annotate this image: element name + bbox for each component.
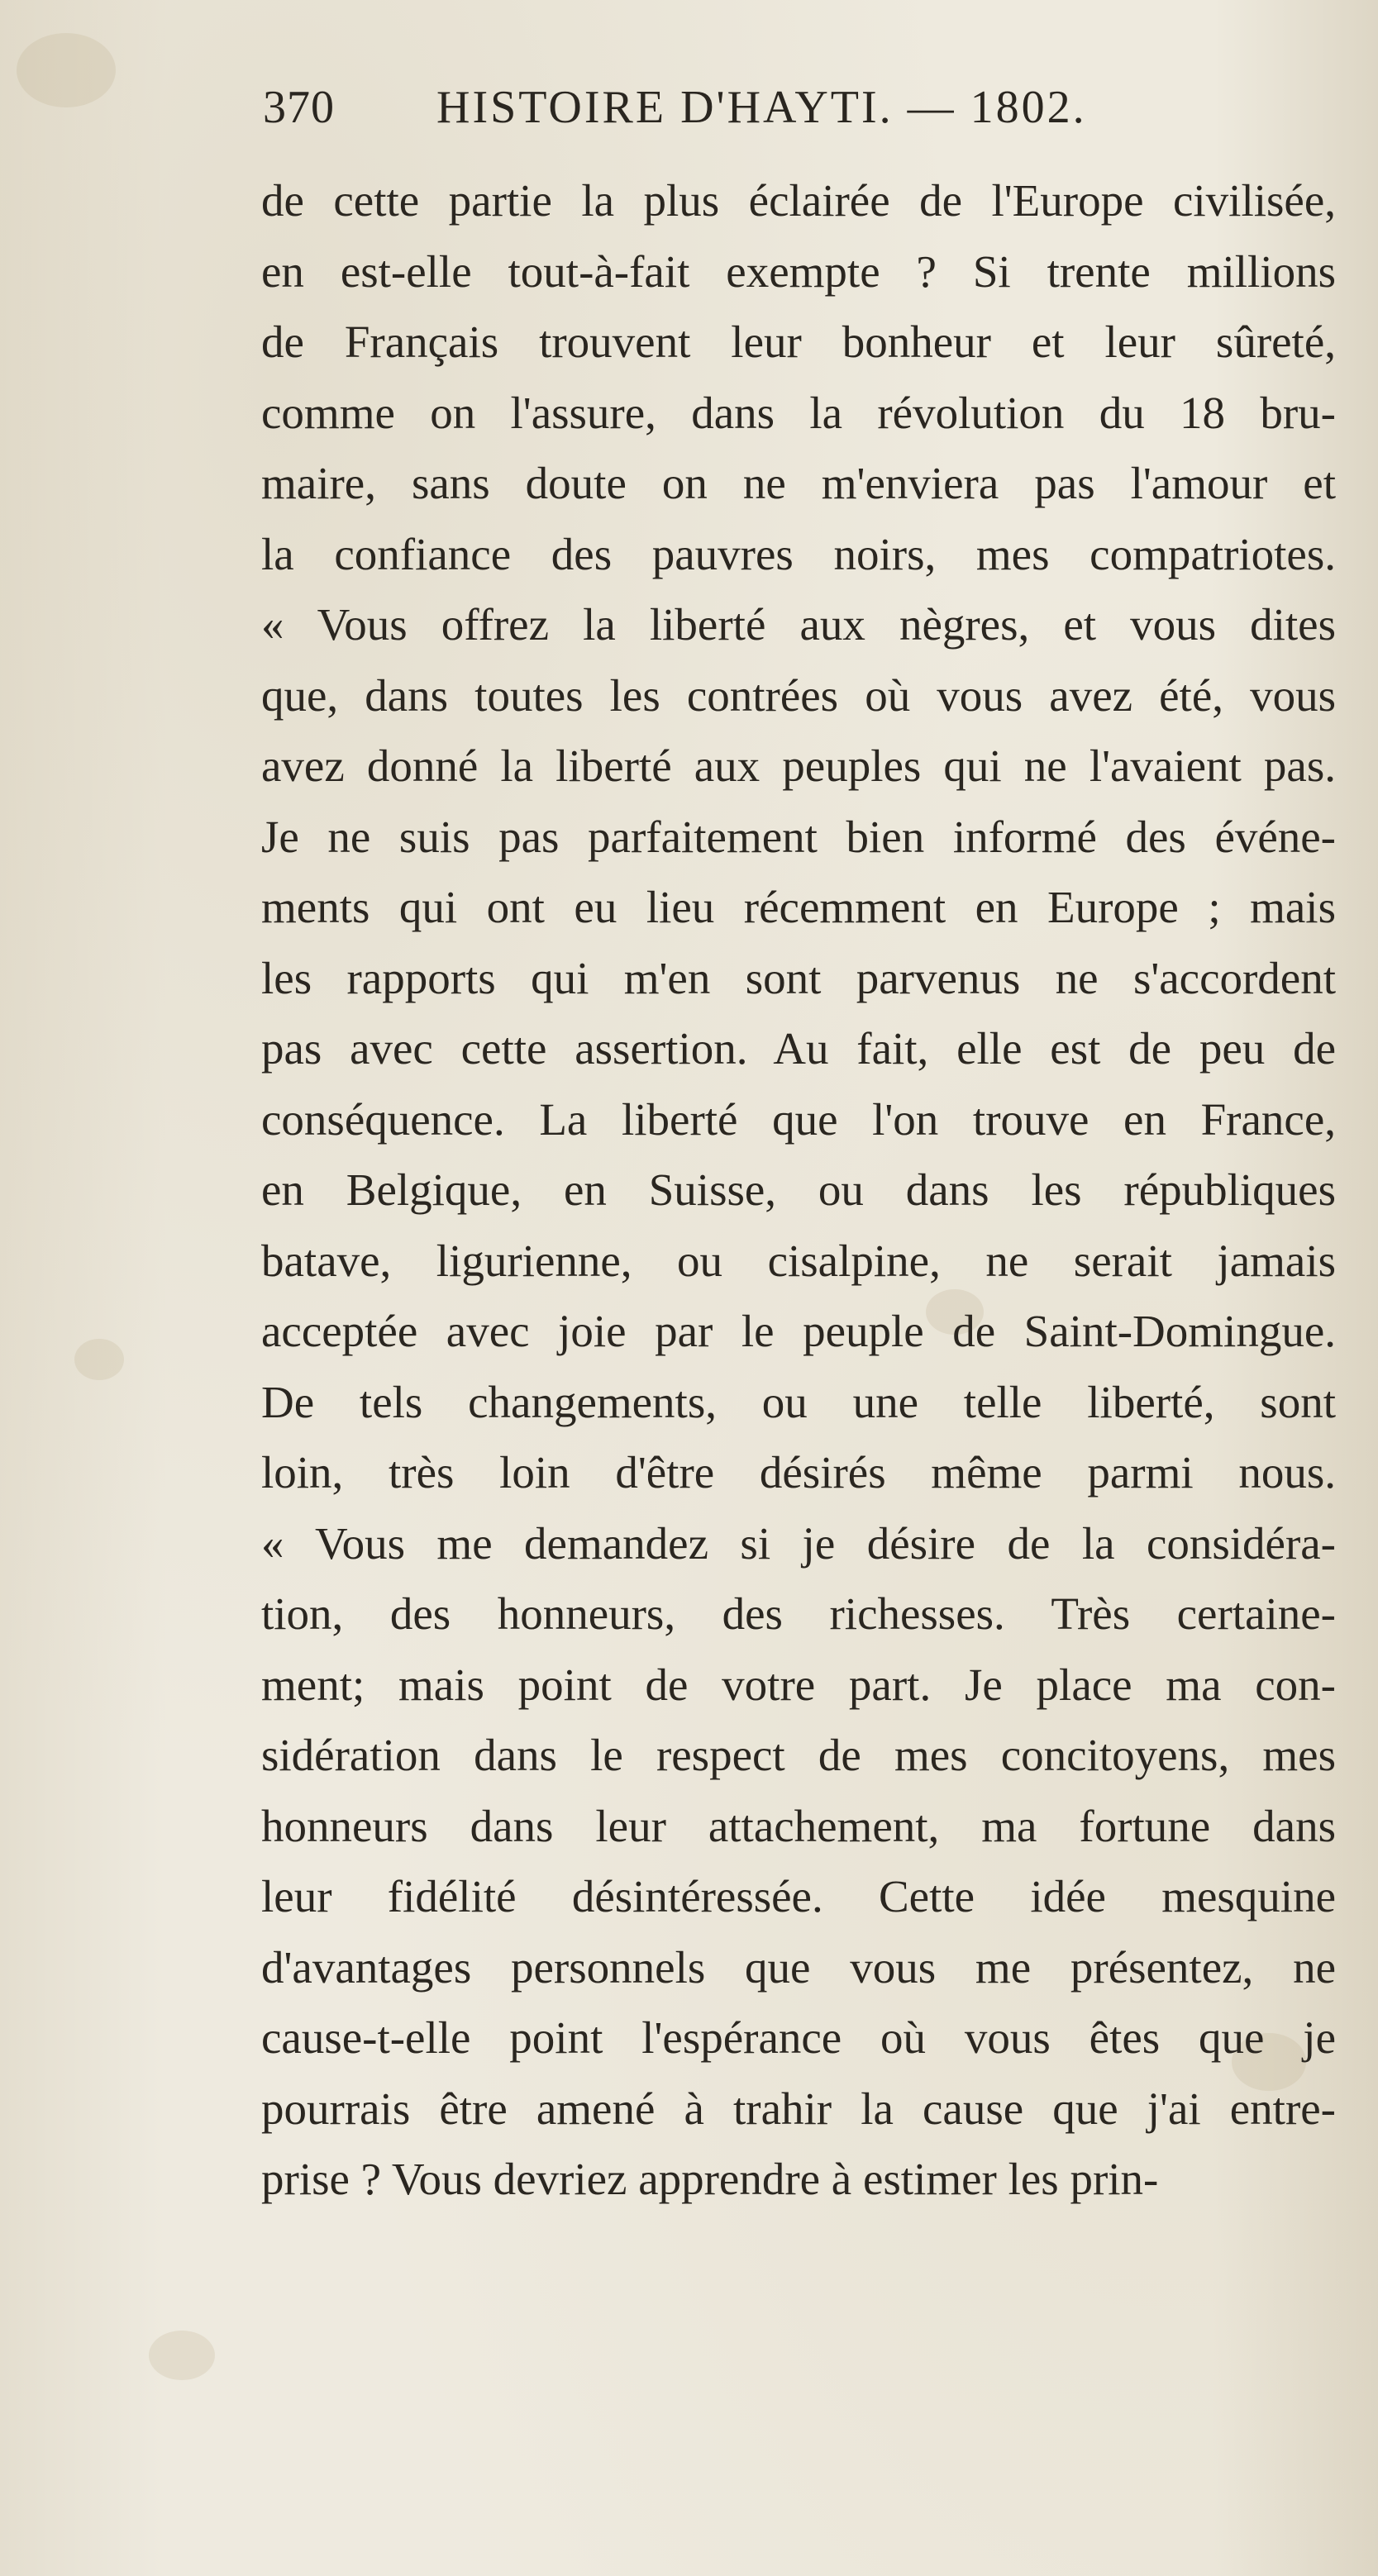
text-line: De tels changements, ou une telle liberté, sont — [261, 1376, 1336, 1427]
text-line: maire, sans doute on ne m'enviera pas l'amour et — [261, 458, 1336, 508]
running-head-title: HISTOIRE D'HAYTI. — 1802. — [436, 82, 1087, 133]
paper-stain — [149, 2331, 215, 2380]
text-line: en Belgique, en Suisse, ou dans les républiques — [261, 1164, 1336, 1215]
text-line: cause-t-elle point l'espérance où vous êtes que je — [261, 2012, 1336, 2063]
text-line: Je ne suis pas parfaitement bien informé des événe- — [261, 811, 1336, 862]
text-line: en est-elle tout-à-fait exempte ? Si trente millions — [261, 245, 1336, 297]
paper-stain — [17, 33, 116, 107]
text-line: de cette partie la plus éclairée de l'Europe civilisée, — [261, 175, 1336, 226]
running-head — [263, 81, 1180, 147]
text-line: d'avantages personnels que vous me présentez, ne — [261, 1941, 1336, 1993]
paper-stain — [74, 1339, 124, 1380]
text-line: les rapports qui m'en sont parvenus ne s'accordent — [261, 952, 1336, 1003]
text-line: prise ? Vous devriez apprendre à estimer les prin- — [261, 2154, 1159, 2204]
text-line: ment; mais point de votre part. Je place ma con- — [261, 1659, 1336, 1710]
text-line: acceptée avec joie par le peuple de Saint-Domingue. — [261, 1306, 1336, 1356]
text-line: batave, ligurienne, ou cisalpine, ne serait jamais — [261, 1235, 1336, 1286]
text-line: pourrais être amené à trahir la cause que j'ai entre- — [261, 2083, 1336, 2134]
body-text — [261, 165, 1336, 2215]
page-number: 370 — [263, 82, 335, 133]
text-line: loin, très loin d'être désirés même parmi nous. — [261, 1447, 1336, 1498]
text-line: leur fidélité désintéressée. Cette idée mesquine — [261, 1871, 1336, 1921]
text-line: ments qui ont eu lieu récemment en Europe ; mais — [261, 882, 1336, 932]
text-line: de Français trouvent leur bonheur et leur sûreté, — [261, 317, 1336, 367]
text-line: pas avec cette assertion. Au fait, elle est de peu de — [261, 1023, 1336, 1074]
text-line: tion, des honneurs, des richesses. Très certaine- — [261, 1588, 1336, 1639]
text-line: conséquence. La liberté que l'on trouve en France, — [261, 1093, 1336, 1145]
text-line: que, dans toutes les contrées où vous avez été, vous — [261, 669, 1336, 721]
text-line: avez donné la liberté aux peuples qui ne l'avaient pas. — [261, 740, 1336, 791]
text-line: « Vous offrez la liberté aux nègres, et vous dites — [261, 599, 1336, 650]
text-line: sidération dans le respect de mes concitoyens, mes — [261, 1730, 1336, 1780]
text-line: comme on l'assure, dans la révolution du 18 bru- — [261, 387, 1336, 438]
text-line: honneurs dans leur attachement, ma fortune dans — [261, 1800, 1336, 1851]
text-line: « Vous me demandez si je désire de la considéra- — [261, 1517, 1336, 1569]
text-line: la confiance des pauvres noirs, mes compatriotes. — [261, 528, 1336, 579]
